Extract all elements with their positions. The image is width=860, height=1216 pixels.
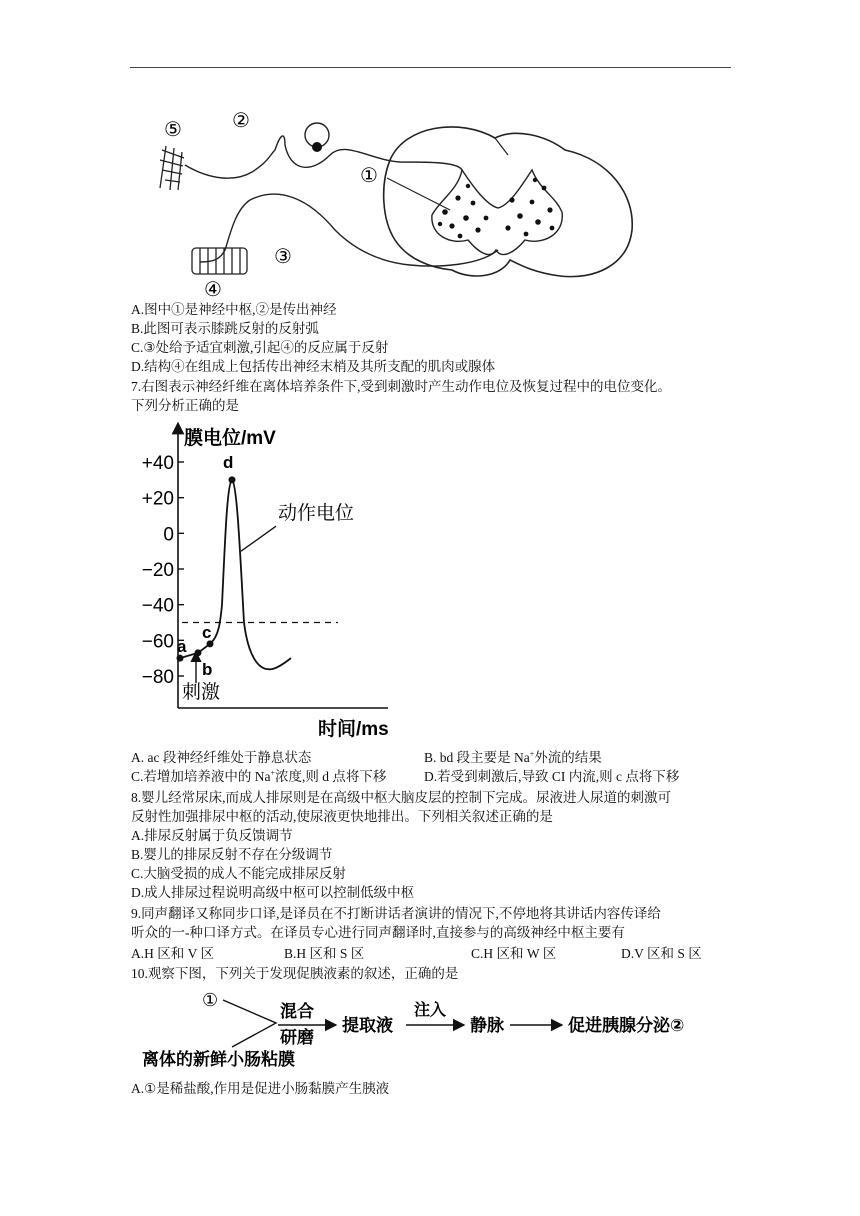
q9-stem-line1: 9.同声翻译又称同步口译,是译员在不打断讲话者演讲的情况下,不停地将其讲话内容传译给 <box>131 906 661 921</box>
point-d <box>229 476 236 483</box>
stimulus-label: 刺激 <box>182 682 221 703</box>
diagram-result-label: 促进胰腺分泌② <box>568 1016 685 1035</box>
q7-option-d: D.若受到刺激后,导致 CI 内流,则 c 点将下移 <box>424 769 680 784</box>
diagram-inject-label: 注入 <box>414 1002 447 1019</box>
q7-option-c <box>131 768 386 786</box>
q6-option-a: A.图中①是神经中枢,②是传出神经 <box>131 302 337 317</box>
curve-label-pointer <box>241 526 276 551</box>
membrane-potential-chart <box>128 418 408 743</box>
diagram-extract-label: 提取液 <box>342 1016 393 1035</box>
secretin-flow-diagram <box>128 985 708 1073</box>
label-4: ④ <box>204 279 222 300</box>
y-tick-label: 0 <box>163 524 174 546</box>
y-tick-label: −20 <box>141 560 174 581</box>
q7-option-b-post: 外流的结果 <box>534 750 602 765</box>
q7-option-c-post: 浓度,则 d 点将下移 <box>275 769 387 784</box>
x-axis-label: 时间/ms <box>318 719 389 740</box>
q9-option-c: C.H 区和 W 区 <box>471 946 557 961</box>
point-label-d: d <box>223 452 234 472</box>
q7-option-b-sup: + <box>529 749 535 759</box>
y-axis-label: 膜电位/mV <box>184 428 276 449</box>
y-tick-label: +20 <box>141 488 174 510</box>
q7-option-c-pre: C.若增加培养液中的 Na <box>131 769 271 784</box>
q7-option-b <box>424 749 602 767</box>
curve-label: 动作电位 <box>278 503 355 525</box>
diagram-vein-label: 静脉 <box>470 1016 504 1035</box>
q6-option-b: B.此图可表示膝跳反射的反射弧 <box>131 321 319 336</box>
q8-option-c: C.大脑受损的成人不能完成排尿反射 <box>131 866 346 881</box>
y-tick-label: −60 <box>141 631 174 653</box>
header-rule <box>130 67 731 68</box>
q9-stem-line2: 听众的一-种口译方式。在译员专心进行同声翻译时,直接参与的高级神经中枢主要有 <box>131 925 625 940</box>
merge-lines <box>223 1000 276 1047</box>
label-1: ① <box>360 165 378 187</box>
q8-option-a: A.排尿反射属于负反馈调节 <box>131 828 293 843</box>
q6-option-d: D.结构④在组成上包括传出神经末梢及其所支配的肌肉或腺体 <box>131 359 496 374</box>
q7-option-a: A. ac 段神经纤维处于静息状态 <box>131 750 312 765</box>
action-potential-curve <box>180 480 291 669</box>
diagram-input-1: ① <box>202 990 219 1010</box>
q8-stem-line2: 反射性加强排尿中枢的活动,使尿液更快地排出。下列相关叙述正确的是 <box>131 809 553 824</box>
label-2: ② <box>232 110 250 132</box>
q9-option-a: A.H 区和 V 区 <box>131 946 215 961</box>
diagram-grind-label: 研磨 <box>280 1028 314 1047</box>
q8-option-b: B.婴儿的排尿反射不存在分级调节 <box>131 847 333 862</box>
q9-option-b: B.H 区和 S 区 <box>284 946 365 961</box>
q9-option-d: D.V 区和 S 区 <box>621 946 702 961</box>
point-label-c: c <box>202 622 212 642</box>
reflex-arc-figure <box>140 100 660 300</box>
q7-stem-line1: 7.右图表示神经纤维在离体培养条件下,受到刺激时产生动作电位及恢复过程中的电位变化。 <box>131 379 671 394</box>
diagram-input-2: 离体的新鲜小肠粘膜 <box>142 1050 295 1069</box>
q7-stem-line2: 下列分析正确的是 <box>131 398 239 413</box>
q6-option-c: C.③处给予适宜刺激,引起④的反应属于反射 <box>131 340 389 355</box>
diagram-mix-label: 混合 <box>280 1002 314 1021</box>
curve-points <box>177 453 236 679</box>
label-5: ⑤ <box>164 119 182 141</box>
y-tick-label: +40 <box>141 453 174 474</box>
point-label-b: b <box>202 659 213 679</box>
q7-option-c-sup: + <box>270 768 276 778</box>
y-tick-label: −40 <box>141 595 174 617</box>
y-tick-label: −80 <box>141 667 174 688</box>
q8-option-d: D.成人排尿过程说明高级中枢可以控制低级中枢 <box>131 885 415 900</box>
q10-stem: 10.观察下图，下列关于发现促胰液素的叙述，正确的是 <box>131 966 459 981</box>
q8-stem-line1: 8.婴儿经常尿床,而成人排尿则是在高级中枢大脑皮层的控制下完成。尿液进人尿道的刺激可 <box>131 790 671 805</box>
label-3: ③ <box>274 246 292 268</box>
q7-option-b-pre: B. bd 段主要是 Na <box>424 750 530 765</box>
point-label-a: a <box>177 637 187 657</box>
q10-option-a: A.①是稀盐酸,作用是促进小肠黏膜产生胰液 <box>131 1081 390 1096</box>
point-b <box>195 649 202 656</box>
